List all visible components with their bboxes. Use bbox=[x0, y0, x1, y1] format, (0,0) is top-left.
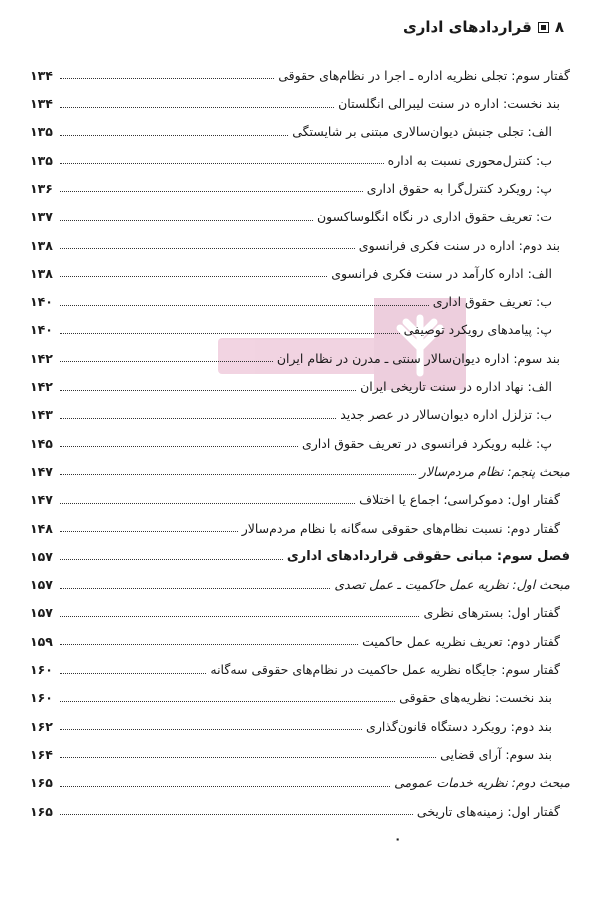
dot-leader bbox=[60, 786, 390, 787]
toc-entry-page: ۱۴۵ bbox=[30, 435, 53, 451]
toc-entry-page: ۱۳۸ bbox=[30, 237, 53, 253]
toc-entry-title: گفتار سوم: جایگاه نظریه عمل حاکمیت در نظام‌های حقوقی سه‌گانه bbox=[210, 662, 560, 678]
toc-entry-title: بند سوم: آرای قضایی bbox=[440, 746, 552, 762]
toc-entry[interactable] bbox=[30, 282, 570, 310]
dot-leader bbox=[60, 220, 313, 221]
toc-entry[interactable] bbox=[30, 735, 570, 763]
toc-entry-title: الف: اداره کارآمد در سنت فکری فرانسوی bbox=[331, 265, 552, 281]
toc-entry-title: گفتار سوم: تجلی نظریه اداره ـ اجرا در نظام‌های حقوقی bbox=[278, 67, 570, 83]
table-of-contents bbox=[30, 56, 570, 820]
toc-entry-title: بند دوم: اداره در سنت فکری فرانسوی bbox=[358, 237, 560, 253]
toc-entry-page: ۱۳۴ bbox=[30, 67, 53, 83]
dot-leader bbox=[60, 531, 238, 532]
toc-entry-title: پ: رویکرد کنترل‌گرا به حقوق اداری bbox=[366, 180, 552, 196]
toc-entry-title: ب: تزلزل اداره دیوان‌سالار در عصر جدید bbox=[340, 407, 552, 423]
toc-entry-title: مبحث اول: نظریه عمل حاکمیت ـ عمل تصدی bbox=[334, 577, 570, 593]
toc-entry-title: گفتار اول: دموکراسی؛ اجماع یا اختلاف bbox=[359, 492, 560, 508]
toc-entry-title: بند سوم: اداره دیوان‌سالار سنتی ـ مدرن در نظام ایران bbox=[276, 350, 560, 366]
toc-entry-page: ۱۵۷ bbox=[30, 548, 53, 564]
toc-entry[interactable] bbox=[30, 622, 570, 650]
dot-leader bbox=[60, 729, 362, 730]
dot-leader bbox=[60, 361, 273, 362]
toc-entry[interactable] bbox=[30, 113, 570, 141]
toc-entry-page: ۱۴۷ bbox=[30, 463, 53, 479]
toc-entry-title: گفتار دوم: تعریف نظریه عمل حاکمیت bbox=[362, 633, 560, 649]
toc-entry[interactable] bbox=[30, 594, 570, 622]
toc-entry-title: الف: نهاد اداره در سنت تاریخی ایران bbox=[360, 379, 552, 395]
dot-leader bbox=[60, 446, 298, 447]
toc-entry[interactable] bbox=[30, 339, 570, 367]
dot-leader bbox=[60, 644, 358, 645]
toc-entry[interactable] bbox=[30, 141, 570, 169]
toc-entry[interactable] bbox=[30, 311, 570, 339]
dot-leader bbox=[60, 191, 363, 192]
dot-leader bbox=[60, 701, 395, 702]
dot-leader bbox=[60, 559, 283, 560]
running-title: قراردادهای اداری bbox=[403, 18, 532, 36]
toc-entry-page: ۱۴۰ bbox=[30, 294, 53, 310]
toc-entry[interactable] bbox=[30, 480, 570, 508]
toc-entry-title: ب: تعریف حقوق اداری bbox=[432, 294, 552, 310]
dot-leader bbox=[60, 418, 336, 419]
dot-leader bbox=[60, 163, 384, 164]
toc-entry[interactable] bbox=[30, 452, 570, 480]
toc-entry-page: ۱۶۴ bbox=[30, 746, 53, 762]
square-bullet-icon bbox=[538, 22, 549, 33]
toc-entry-title: بند نخست: اداره در سنت لیبرالی انگلستان bbox=[338, 96, 560, 112]
dot-leader bbox=[60, 135, 288, 136]
toc-entry-page: ۱۶۰ bbox=[30, 662, 53, 678]
toc-entry-page: ۱۳۷ bbox=[30, 209, 53, 225]
dot-leader bbox=[60, 474, 416, 475]
dot-leader bbox=[60, 503, 355, 504]
toc-entry-title: بند نخست: نظریه‌های حقوقی bbox=[399, 690, 552, 706]
toc-entry-title: ت: تعریف حقوق اداری در نگاه انگلوساکسون bbox=[317, 209, 552, 225]
toc-entry-page: ۱۳۵ bbox=[30, 152, 53, 168]
toc-entry-page: ۱۴۷ bbox=[30, 492, 53, 508]
toc-entry-page: ۱۶۵ bbox=[30, 775, 53, 791]
dot-leader bbox=[60, 673, 206, 674]
toc-entry-title: بند دوم: رویکرد دستگاه قانون‌گذاری bbox=[366, 718, 552, 734]
toc-entry[interactable] bbox=[30, 565, 570, 593]
toc-entry-page: ۱۶۵ bbox=[30, 803, 53, 819]
toc-entry-page: ۱۵۷ bbox=[30, 605, 53, 621]
dot-leader bbox=[60, 757, 436, 758]
toc-entry-title: پ: غلبه رویکرد فرانسوی در تعریف حقوق اداری bbox=[301, 435, 552, 451]
toc-entry[interactable] bbox=[30, 226, 570, 254]
dot-leader bbox=[60, 276, 327, 277]
toc-entry[interactable] bbox=[30, 84, 570, 112]
toc-entry[interactable] bbox=[30, 424, 570, 452]
page-number: ۸ bbox=[554, 18, 564, 36]
toc-entry-title: مبحث پنجم: نظام مردم‌سالار bbox=[419, 463, 570, 479]
dot-leader bbox=[60, 305, 429, 306]
dot-leader bbox=[60, 248, 355, 249]
toc-entry[interactable] bbox=[30, 254, 570, 282]
dot-leader bbox=[60, 814, 413, 815]
toc-entry-page: ۱۳۴ bbox=[30, 96, 53, 112]
toc-entry-page: ۱۴۳ bbox=[30, 407, 53, 423]
toc-entry-page: ۱۴۲ bbox=[30, 379, 53, 395]
toc-entry-title: گفتار دوم: نسبت نظام‌های حقوقی سه‌گانه با نظام مردم‌سالار bbox=[241, 520, 560, 536]
toc-entry-page: ۱۴۰ bbox=[30, 322, 53, 338]
toc-entry-page: ۱۶۲ bbox=[30, 718, 53, 734]
toc-entry-page: ۱۳۸ bbox=[30, 265, 53, 281]
dot-leader bbox=[60, 616, 419, 617]
toc-entry[interactable] bbox=[30, 396, 570, 424]
toc-entry[interactable] bbox=[30, 707, 570, 735]
toc-entry-title: پ: پیامدهای رویکرد توصیفی bbox=[403, 322, 552, 338]
dot-leader bbox=[60, 588, 330, 589]
toc-entry-page: ۱۳۵ bbox=[30, 124, 53, 140]
toc-entry[interactable] bbox=[30, 650, 570, 678]
dot-leader bbox=[60, 390, 356, 391]
toc-entry[interactable] bbox=[30, 509, 570, 537]
toc-entry-page: ۱۴۲ bbox=[30, 350, 53, 366]
toc-entry-page: ۱۶۰ bbox=[30, 690, 53, 706]
toc-entry-page: ۱۵۹ bbox=[30, 633, 53, 649]
toc-entry-page: ۱۵۷ bbox=[30, 577, 53, 593]
toc-entry[interactable] bbox=[30, 679, 570, 707]
toc-entry-title: ب: کنترل‌محوری نسبت به اداره bbox=[387, 152, 552, 168]
toc-entry[interactable] bbox=[30, 367, 570, 395]
dot-leader bbox=[60, 333, 400, 334]
toc-entry[interactable] bbox=[30, 537, 570, 565]
toc-entry-title: مبحث دوم: نظریه خدمات عمومی bbox=[394, 775, 570, 791]
toc-entry[interactable] bbox=[30, 56, 570, 84]
page-header bbox=[403, 18, 564, 36]
toc-entry[interactable] bbox=[30, 792, 570, 820]
dot-leader bbox=[60, 78, 274, 79]
toc-entry[interactable] bbox=[30, 197, 570, 225]
dot-leader bbox=[60, 107, 334, 108]
toc-entry-page: ۱۳۶ bbox=[30, 180, 53, 196]
footer-mark: ۰ bbox=[394, 832, 402, 846]
toc-entry-title: الف: تجلی جنبش دیوان‌سالاری مبتنی بر شایستگی bbox=[292, 124, 552, 140]
toc-entry[interactable] bbox=[30, 763, 570, 791]
toc-entry-title: گفتار اول: بسترهای نظری bbox=[423, 605, 560, 621]
toc-entry-title: گفتار اول: زمینه‌های تاریخی bbox=[416, 803, 560, 819]
toc-entry-page: ۱۴۸ bbox=[30, 520, 53, 536]
toc-entry-title: فصل سوم: مبانی حقوقی قراردادهای اداری bbox=[286, 549, 570, 565]
toc-entry[interactable] bbox=[30, 169, 570, 197]
